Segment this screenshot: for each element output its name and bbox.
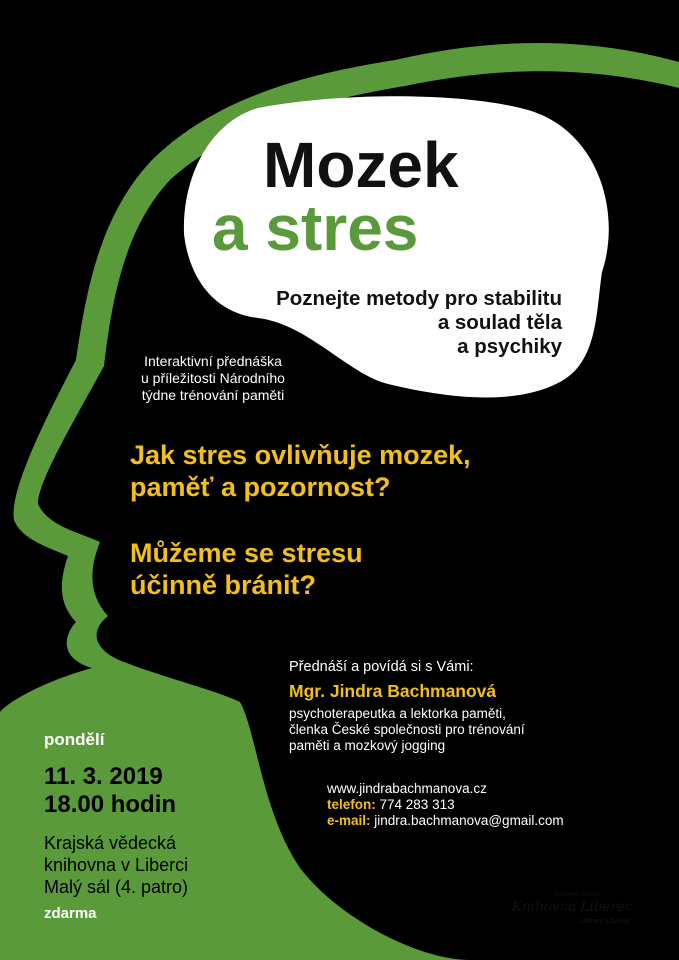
library-logo-top: Bibliothek Liberec: [554, 892, 602, 898]
venue-line: Malý sál (4. patro): [44, 877, 189, 897]
event-day: pondělí: [44, 730, 105, 749]
contacts: [327, 781, 564, 829]
question-1: [130, 439, 471, 503]
email-label: e-mail:: [327, 813, 371, 828]
intro-text: [141, 353, 285, 404]
title-line-2: a stres: [212, 192, 419, 264]
phone-row: [327, 797, 564, 813]
library-logo: [512, 892, 644, 936]
question-line: Jak stres ovlivňuje mozek,: [130, 440, 471, 470]
event-venue: [44, 832, 188, 898]
subtitle-line: Poznejte metody pro stabilitu: [276, 287, 562, 310]
email-address[interactable]: jindra.bachmanova@gmail.com: [374, 813, 564, 828]
presenter-name: Mgr. Jindra Bachmanová: [289, 681, 497, 701]
presenter-description-line: členka České společnosti pro trénování: [289, 722, 525, 737]
question-line: paměť a pozornost?: [130, 472, 391, 502]
intro-line: Interaktivní přednáška: [144, 353, 282, 369]
library-logo-bottom: Library Liberec: [580, 918, 631, 925]
question-2: [130, 537, 363, 601]
phone-number[interactable]: 774 283 313: [379, 797, 455, 812]
email-row: [327, 813, 564, 829]
presenter-intro: Přednáší a povídá si s Vámi:: [289, 659, 474, 675]
subtitle: [276, 287, 562, 359]
question-line: Můžeme se stresu: [130, 538, 363, 568]
event-date: 11. 3. 2019: [44, 763, 163, 790]
subtitle-line: a psychiky: [457, 335, 562, 358]
title-line-1: Mozek: [263, 129, 459, 201]
subtitle-line: a soulad těla: [437, 311, 562, 334]
intro-line: u příležitosti Národního: [141, 370, 285, 386]
library-logo-main: Knihovna Liberec: [512, 899, 633, 915]
question-line: účinně bránit?: [130, 570, 317, 600]
event-time: 18.00 hodin: [44, 791, 177, 818]
phone-label: telefon:: [327, 797, 376, 812]
venue-line: Krajská vědecká: [44, 833, 177, 853]
event-price: zdarma: [44, 905, 97, 922]
website-link[interactable]: www.jindrabachmanova.cz: [327, 781, 487, 796]
presenter-description-line: psychoterapeutka a lektorka paměti,: [289, 706, 506, 721]
intro-line: týdne trénování paměti: [141, 387, 285, 403]
presenter-description: [289, 706, 525, 754]
presenter-description-line: paměti a mozkový jogging: [289, 738, 446, 753]
venue-line: knihovna v Liberci: [44, 855, 189, 875]
